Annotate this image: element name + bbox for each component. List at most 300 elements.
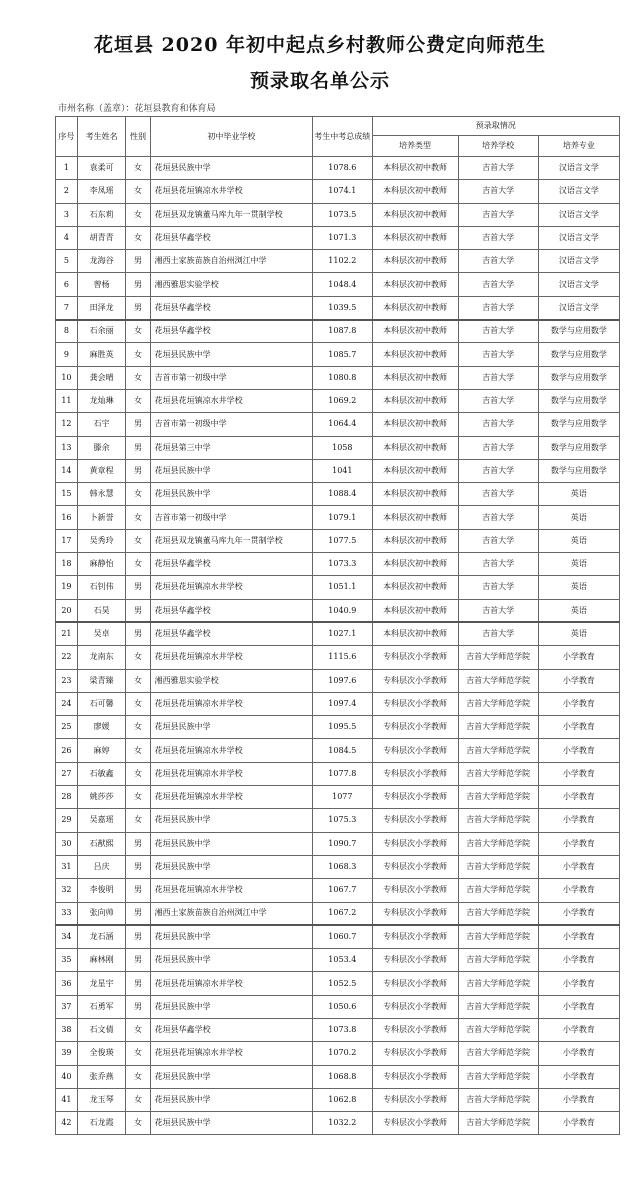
cell-major: 小学教育 (538, 925, 619, 948)
table-row (56, 972, 620, 995)
cell-school: 花垣县双龙镇董马库九年一贯制学校 (150, 529, 313, 552)
cell-college: 吉首大学 (458, 622, 538, 645)
cell-score: 1032.2 (313, 1112, 372, 1135)
cell-college: 吉首大学师范学院 (458, 1112, 538, 1135)
table-row (56, 599, 620, 622)
table-row (56, 739, 620, 762)
cell-major: 小学教育 (538, 832, 619, 855)
cell-name: 卜新誉 (77, 506, 126, 529)
cell-score: 1088.4 (313, 483, 372, 506)
cell-gender: 女 (126, 1088, 150, 1111)
cell-level: 本科层次初中教师 (372, 459, 458, 482)
cell-score: 1077.8 (313, 762, 372, 785)
cell-score: 1071.3 (313, 226, 372, 249)
cell-seq: 18 (56, 553, 78, 576)
cell-gender: 男 (126, 250, 150, 273)
cell-college: 吉首大学师范学院 (458, 972, 538, 995)
cell-school: 花垣县民族中学 (150, 157, 313, 180)
cell-college: 吉首大学师范学院 (458, 879, 538, 902)
cell-seq: 40 (56, 1065, 78, 1088)
cell-score: 1064.4 (313, 413, 372, 436)
cell-major: 数学与应用数学 (538, 389, 619, 412)
cell-seq: 34 (56, 925, 78, 948)
cell-name: 吕庆 (77, 855, 126, 878)
cell-gender: 女 (126, 320, 150, 343)
cell-college: 吉首大学 (458, 436, 538, 459)
cell-name: 石钊伟 (77, 576, 126, 599)
table-row (56, 389, 620, 412)
cell-level: 专科层次小学教师 (372, 669, 458, 692)
cell-major: 小学教育 (538, 855, 619, 878)
cell-score: 1058 (313, 436, 372, 459)
cell-score: 1077.5 (313, 529, 372, 552)
cell-name: 李凤瑶 (77, 180, 126, 203)
cell-level: 本科层次初中教师 (372, 506, 458, 529)
cell-school: 花垣县花垣镇凉水井学校 (150, 646, 313, 669)
cell-college: 吉首大学师范学院 (458, 1018, 538, 1041)
cell-school: 花垣县花垣镇凉水井学校 (150, 576, 313, 599)
cell-college: 吉首大学师范学院 (458, 995, 538, 1018)
cell-name: 麻婷 (77, 739, 126, 762)
cell-seq: 14 (56, 459, 78, 482)
cell-score: 1102.2 (313, 250, 372, 273)
cell-score: 1078.6 (313, 157, 372, 180)
table-row (56, 762, 620, 785)
cell-gender: 女 (126, 226, 150, 249)
cell-school: 花垣县花垣镇凉水井学校 (150, 739, 313, 762)
cell-gender: 女 (126, 553, 150, 576)
cell-name: 龙海谷 (77, 250, 126, 273)
cell-score: 1048.4 (313, 273, 372, 296)
table-row (56, 366, 620, 389)
cell-seq: 37 (56, 995, 78, 1018)
cell-school: 吉首市第一初级中学 (150, 506, 313, 529)
cell-gender: 男 (126, 855, 150, 878)
cell-major: 汉语言文学 (538, 296, 619, 319)
cell-school: 花垣县民族中学 (150, 716, 313, 739)
table-row (56, 250, 620, 273)
cell-college: 吉首大学 (458, 226, 538, 249)
cell-gender: 女 (126, 157, 150, 180)
cell-college: 吉首大学 (458, 250, 538, 273)
cell-name: 石文倩 (77, 1018, 126, 1041)
cell-gender: 男 (126, 436, 150, 459)
cell-score: 1069.2 (313, 389, 372, 412)
table-row (56, 832, 620, 855)
table-row (56, 436, 620, 459)
table-row (56, 692, 620, 715)
table-row (56, 669, 620, 692)
cell-name: 韩永慧 (77, 483, 126, 506)
cell-level: 本科层次初中教师 (372, 599, 458, 622)
cell-name: 龙灿琳 (77, 389, 126, 412)
cell-seq: 3 (56, 203, 78, 226)
cell-gender: 女 (126, 343, 150, 366)
cell-seq: 35 (56, 949, 78, 972)
cell-name: 石勇军 (77, 995, 126, 1018)
cell-score: 1095.5 (313, 716, 372, 739)
cell-school: 湘西雅思实验学校 (150, 669, 313, 692)
cell-name: 龙玉琴 (77, 1088, 126, 1111)
document-subtitle: 预录取名单公示 (249, 70, 390, 92)
cell-seq: 30 (56, 832, 78, 855)
cell-level: 专科层次小学教师 (372, 762, 458, 785)
cell-gender: 女 (126, 1065, 150, 1088)
cell-level: 本科层次初中教师 (372, 157, 458, 180)
cell-level: 专科层次小学教师 (372, 902, 458, 925)
cell-gender: 男 (126, 972, 150, 995)
cell-college: 吉首大学师范学院 (458, 855, 538, 878)
cell-school: 花垣县花垣镇凉水井学校 (150, 972, 313, 995)
cell-name: 石昊 (77, 599, 126, 622)
cell-school: 花垣县华鑫学校 (150, 1018, 313, 1041)
table-row (56, 855, 620, 878)
cell-seq: 41 (56, 1088, 78, 1111)
cell-major: 英语 (538, 483, 619, 506)
cell-college: 吉首大学 (458, 459, 538, 482)
cell-name: 吴卓 (77, 622, 126, 645)
table-row (56, 622, 620, 645)
cell-name: 麻林刚 (77, 949, 126, 972)
cell-college: 吉首大学师范学院 (458, 669, 538, 692)
cell-level: 本科层次初中教师 (372, 622, 458, 645)
cell-college: 吉首大学 (458, 273, 538, 296)
cell-name: 廖媛 (77, 716, 126, 739)
cell-school: 花垣县华鑫学校 (150, 622, 313, 645)
cell-major: 汉语言文学 (538, 180, 619, 203)
cell-college: 吉首大学师范学院 (458, 716, 538, 739)
table-row (56, 157, 620, 180)
cell-name: 石猷熙 (77, 832, 126, 855)
cell-school: 吉首市第一初级中学 (150, 366, 313, 389)
cell-score: 1084.5 (313, 739, 372, 762)
cell-score: 1079.1 (313, 506, 372, 529)
table-row (56, 180, 620, 203)
table-row (56, 902, 620, 925)
cell-major: 数学与应用数学 (538, 459, 619, 482)
cell-gender: 女 (126, 366, 150, 389)
table-row (56, 716, 620, 739)
cell-major: 汉语言文学 (538, 250, 619, 273)
cell-gender: 女 (126, 506, 150, 529)
table-row (56, 320, 620, 343)
header-score: 考生中考总成绩 (313, 117, 372, 157)
cell-name: 龙石涵 (77, 925, 126, 948)
cell-major: 英语 (538, 506, 619, 529)
cell-seq: 26 (56, 739, 78, 762)
cell-gender: 男 (126, 459, 150, 482)
table-row (56, 1088, 620, 1111)
cell-gender: 女 (126, 646, 150, 669)
cell-college: 吉首大学 (458, 320, 538, 343)
cell-school: 花垣县花垣镇凉水井学校 (150, 180, 313, 203)
cell-name: 李俊明 (77, 879, 126, 902)
cell-seq: 17 (56, 529, 78, 552)
cell-level: 本科层次初中教师 (372, 180, 458, 203)
document-title: 花垣县 2020 年初中起点乡村教师公费定向师范生 (93, 34, 547, 56)
cell-major: 小学教育 (538, 692, 619, 715)
issuing-unit-label: 市州名称（盖章）：花垣县教育和体育局 (58, 104, 216, 114)
cell-seq: 19 (56, 576, 78, 599)
cell-college: 吉首大学师范学院 (458, 925, 538, 948)
cell-level: 专科层次小学教师 (372, 995, 458, 1018)
cell-college: 吉首大学 (458, 203, 538, 226)
cell-level: 专科层次小学教师 (372, 1018, 458, 1041)
table-row (56, 809, 620, 832)
table-row (56, 529, 620, 552)
cell-level: 专科层次小学教师 (372, 925, 458, 948)
cell-major: 小学教育 (538, 762, 619, 785)
cell-name: 龙星宇 (77, 972, 126, 995)
table-row (56, 413, 620, 436)
cell-seq: 11 (56, 389, 78, 412)
cell-name: 龙南东 (77, 646, 126, 669)
cell-college: 吉首大学 (458, 413, 538, 436)
cell-level: 本科层次初中教师 (372, 413, 458, 436)
cell-level: 本科层次初中教师 (372, 389, 458, 412)
cell-seq: 13 (56, 436, 78, 459)
cell-score: 1041 (313, 459, 372, 482)
cell-gender: 女 (126, 809, 150, 832)
cell-school: 花垣县花垣镇凉水井学校 (150, 389, 313, 412)
cell-seq: 27 (56, 762, 78, 785)
cell-level: 专科层次小学教师 (372, 1065, 458, 1088)
cell-level: 专科层次小学教师 (372, 1112, 458, 1135)
cell-seq: 15 (56, 483, 78, 506)
cell-name: 石龙霞 (77, 1112, 126, 1135)
cell-college: 吉首大学 (458, 576, 538, 599)
cell-name: 袁柔可 (77, 157, 126, 180)
cell-name: 张向帅 (77, 902, 126, 925)
cell-score: 1060.7 (313, 925, 372, 948)
cell-school: 花垣县双龙镇董马库九年一贯制学校 (150, 203, 313, 226)
cell-level: 本科层次初中教师 (372, 436, 458, 459)
cell-college: 吉首大学 (458, 389, 538, 412)
cell-gender: 男 (126, 599, 150, 622)
cell-college: 吉首大学师范学院 (458, 786, 538, 809)
cell-name: 胡青青 (77, 226, 126, 249)
cell-score: 1040.9 (313, 599, 372, 622)
cell-level: 本科层次初中教师 (372, 296, 458, 319)
cell-name: 麻胜英 (77, 343, 126, 366)
cell-level: 本科层次初中教师 (372, 529, 458, 552)
cell-level: 专科层次小学教师 (372, 716, 458, 739)
cell-score: 1090.7 (313, 832, 372, 855)
cell-major: 小学教育 (538, 1018, 619, 1041)
cell-college: 吉首大学师范学院 (458, 692, 538, 715)
cell-college: 吉首大学 (458, 157, 538, 180)
cell-score: 1073.8 (313, 1018, 372, 1041)
cell-seq: 38 (56, 1018, 78, 1041)
cell-college: 吉首大学 (458, 296, 538, 319)
cell-seq: 10 (56, 366, 78, 389)
cell-school: 花垣县华鑫学校 (150, 296, 313, 319)
cell-gender: 女 (126, 739, 150, 762)
cell-level: 专科层次小学教师 (372, 786, 458, 809)
cell-name: 吴嘉瑶 (77, 809, 126, 832)
cell-seq: 4 (56, 226, 78, 249)
cell-name: 梁青臻 (77, 669, 126, 692)
header-name: 考生姓名 (77, 117, 126, 157)
cell-seq: 16 (56, 506, 78, 529)
cell-major: 数学与应用数学 (538, 320, 619, 343)
cell-score: 1070.2 (313, 1042, 372, 1065)
table-row (56, 576, 620, 599)
cell-school: 花垣县民族中学 (150, 995, 313, 1018)
cell-school: 花垣县花垣镇凉水井学校 (150, 1042, 313, 1065)
cell-score: 1068.8 (313, 1065, 372, 1088)
table-row (56, 296, 620, 319)
table-row (56, 506, 620, 529)
cell-gender: 女 (126, 762, 150, 785)
cell-level: 专科层次小学教师 (372, 692, 458, 715)
cell-seq: 1 (56, 157, 78, 180)
cell-major: 汉语言文学 (538, 273, 619, 296)
header-prelim: 预录取情况 (372, 117, 619, 136)
admission-list-table (55, 116, 620, 1135)
cell-college: 吉首大学师范学院 (458, 646, 538, 669)
cell-score: 1051.1 (313, 576, 372, 599)
cell-level: 专科层次小学教师 (372, 949, 458, 972)
cell-level: 专科层次小学教师 (372, 646, 458, 669)
cell-school: 湘西土家族苗族自治州浏江中学 (150, 250, 313, 273)
table-row (56, 646, 620, 669)
cell-level: 专科层次小学教师 (372, 1042, 458, 1065)
cell-gender: 女 (126, 1042, 150, 1065)
cell-seq: 21 (56, 622, 78, 645)
cell-level: 本科层次初中教师 (372, 250, 458, 273)
cell-gender: 男 (126, 413, 150, 436)
cell-major: 英语 (538, 599, 619, 622)
cell-college: 吉首大学师范学院 (458, 739, 538, 762)
cell-school: 花垣县花垣镇凉水井学校 (150, 879, 313, 902)
cell-major: 英语 (538, 622, 619, 645)
cell-score: 1074.1 (313, 180, 372, 203)
cell-level: 专科层次小学教师 (372, 1088, 458, 1111)
cell-level: 本科层次初中教师 (372, 203, 458, 226)
cell-score: 1067.2 (313, 902, 372, 925)
cell-seq: 42 (56, 1112, 78, 1135)
cell-school: 花垣县民族中学 (150, 832, 313, 855)
cell-college: 吉首大学师范学院 (458, 1088, 538, 1111)
cell-gender: 男 (126, 622, 150, 645)
table-row (56, 949, 620, 972)
header-college: 培养学校 (458, 136, 538, 157)
cell-major: 小学教育 (538, 809, 619, 832)
header-school: 初中毕业学校 (150, 117, 313, 157)
cell-major: 小学教育 (538, 1088, 619, 1111)
cell-level: 本科层次初中教师 (372, 553, 458, 576)
table-row (56, 1042, 620, 1065)
cell-level: 本科层次初中教师 (372, 273, 458, 296)
cell-college: 吉首大学 (458, 553, 538, 576)
cell-college: 吉首大学 (458, 483, 538, 506)
table-row (56, 995, 620, 1018)
cell-gender: 女 (126, 1018, 150, 1041)
cell-major: 数学与应用数学 (538, 343, 619, 366)
cell-gender: 男 (126, 832, 150, 855)
cell-name: 黄章程 (77, 459, 126, 482)
cell-major: 小学教育 (538, 879, 619, 902)
cell-level: 专科层次小学教师 (372, 809, 458, 832)
cell-school: 花垣县民族中学 (150, 925, 313, 948)
cell-gender: 女 (126, 692, 150, 715)
cell-name: 田泽龙 (77, 296, 126, 319)
cell-level: 本科层次初中教师 (372, 343, 458, 366)
header-gender: 性别 (126, 117, 150, 157)
table-row (56, 925, 620, 948)
cell-major: 英语 (538, 576, 619, 599)
cell-seq: 24 (56, 692, 78, 715)
cell-score: 1097.6 (313, 669, 372, 692)
cell-major: 英语 (538, 553, 619, 576)
cell-score: 1027.1 (313, 622, 372, 645)
cell-seq: 39 (56, 1042, 78, 1065)
cell-major: 汉语言文学 (538, 226, 619, 249)
cell-major: 小学教育 (538, 1112, 619, 1135)
cell-gender: 女 (126, 529, 150, 552)
cell-school: 花垣县民族中学 (150, 1065, 313, 1088)
table-row (56, 226, 620, 249)
cell-gender: 男 (126, 949, 150, 972)
cell-major: 小学教育 (538, 949, 619, 972)
table-row (56, 273, 620, 296)
cell-gender: 男 (126, 902, 150, 925)
cell-level: 本科层次初中教师 (372, 226, 458, 249)
cell-major: 数学与应用数学 (538, 413, 619, 436)
cell-score: 1052.5 (313, 972, 372, 995)
cell-school: 花垣县华鑫学校 (150, 553, 313, 576)
cell-school: 花垣县民族中学 (150, 809, 313, 832)
cell-school: 花垣县第三中学 (150, 436, 313, 459)
cell-level: 专科层次小学教师 (372, 972, 458, 995)
cell-seq: 8 (56, 320, 78, 343)
cell-name: 龚会晴 (77, 366, 126, 389)
cell-college: 吉首大学 (458, 529, 538, 552)
cell-school: 花垣县民族中学 (150, 1112, 313, 1135)
cell-major: 汉语言文学 (538, 203, 619, 226)
header-seq: 序号 (56, 117, 78, 157)
cell-seq: 36 (56, 972, 78, 995)
cell-name: 张乔燕 (77, 1065, 126, 1088)
cell-seq: 2 (56, 180, 78, 203)
cell-score: 1073.3 (313, 553, 372, 576)
cell-score: 1085.7 (313, 343, 372, 366)
cell-major: 小学教育 (538, 1042, 619, 1065)
cell-major: 数学与应用数学 (538, 436, 619, 459)
table-row (56, 786, 620, 809)
cell-major: 英语 (538, 529, 619, 552)
cell-school: 花垣县花垣镇凉水井学校 (150, 762, 313, 785)
cell-college: 吉首大学 (458, 180, 538, 203)
cell-name: 吴秀玲 (77, 529, 126, 552)
cell-seq: 9 (56, 343, 78, 366)
table-row (56, 483, 620, 506)
cell-level: 本科层次初中教师 (372, 483, 458, 506)
cell-seq: 20 (56, 599, 78, 622)
cell-school: 花垣县民族中学 (150, 855, 313, 878)
cell-name: 石敏鑫 (77, 762, 126, 785)
cell-school: 花垣县民族中学 (150, 949, 313, 972)
cell-school: 花垣县华鑫学校 (150, 320, 313, 343)
cell-gender: 男 (126, 576, 150, 599)
cell-gender: 男 (126, 925, 150, 948)
table-row (56, 1018, 620, 1041)
cell-level: 本科层次初中教师 (372, 320, 458, 343)
cell-name: 石余丽 (77, 320, 126, 343)
cell-major: 小学教育 (538, 716, 619, 739)
cell-major: 小学教育 (538, 786, 619, 809)
